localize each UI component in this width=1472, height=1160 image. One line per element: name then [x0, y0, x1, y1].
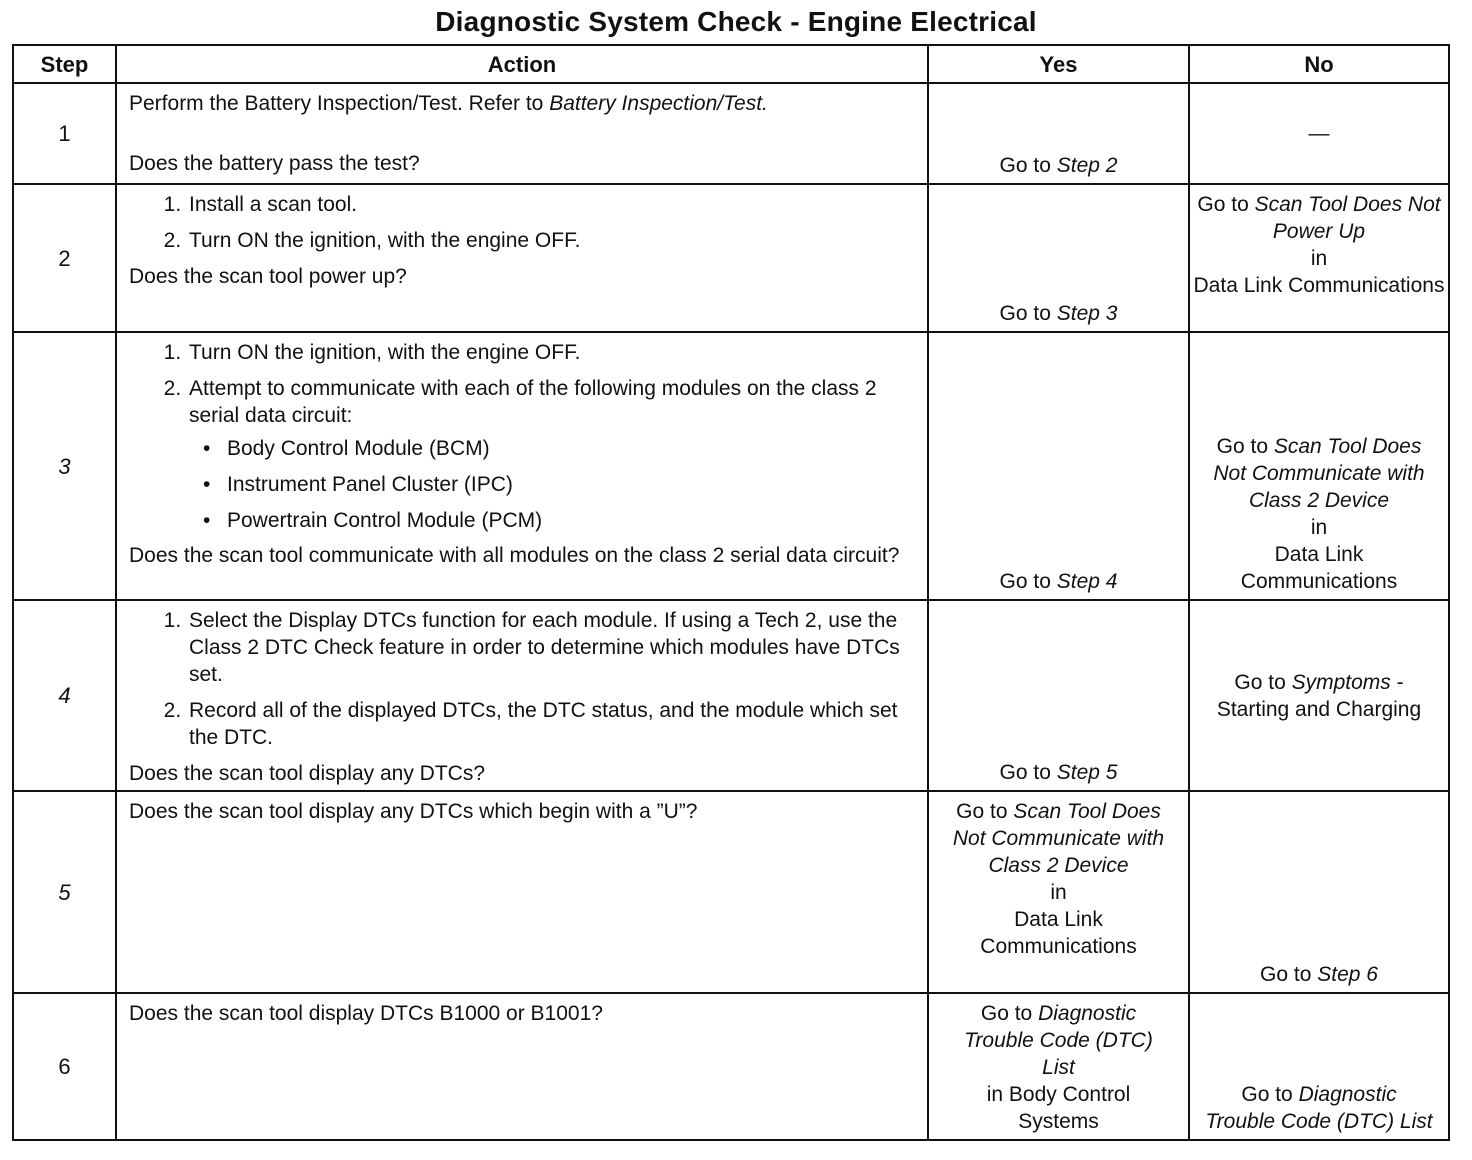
action-steps — [129, 607, 915, 751]
no-link: Step 6 — [1317, 963, 1378, 986]
question-text: Does the scan tool communicate with all modules on the class 2 serial data circuit? — [129, 544, 900, 567]
question-text: Does the scan tool power up? — [129, 265, 407, 288]
step-number: 5 — [13, 791, 116, 993]
yes-prefix: Go to — [980, 1002, 1039, 1025]
action-step: 1. Select the Display DTCs function for each module. If using a Tech 2, use the Class 2 DTC Check feature in order to determine which modules have DTCs set. — [187, 607, 915, 688]
no-link: Scan Tool Does Not Communicate with Class 2 Device — [1213, 435, 1425, 512]
yes-cell — [928, 791, 1189, 993]
table-row — [13, 184, 1449, 332]
yes-link: Step 3 — [1056, 302, 1118, 325]
yes-cell — [928, 993, 1189, 1140]
list-item: • Instrument Panel Cluster (IPC) — [225, 471, 915, 498]
yes-prefix: Go to — [999, 154, 1057, 177]
action-step: 2. Turn ON the ignition, with the engine OFF. — [187, 227, 915, 254]
yes-prefix: Go to — [956, 800, 1014, 823]
header-yes: Yes — [928, 45, 1189, 83]
action-cell — [116, 332, 928, 600]
yes-section: Data Link Communications — [980, 908, 1137, 958]
action-cell — [116, 600, 928, 791]
yes-link: Step 5 — [1056, 761, 1118, 784]
action-step: 2. Record all of the displayed DTCs, the DTC status, and the module which set the DTC. — [187, 697, 915, 751]
table-row — [13, 332, 1449, 600]
header-row — [13, 45, 1449, 83]
table-row — [13, 83, 1449, 184]
action-steps — [129, 191, 915, 254]
table-row — [13, 600, 1449, 791]
question-text: Does the scan tool display DTCs B1000 or B1001? — [129, 1002, 603, 1025]
yes-cell — [928, 184, 1189, 332]
action-step-text: Attempt to communicate with each of the following modules on the class 2 serial data circuit: — [189, 377, 877, 427]
question-text: Does the scan tool display any DTCs? — [129, 762, 486, 785]
step-number: 6 — [13, 993, 116, 1140]
no-prefix: Go to — [1260, 963, 1318, 986]
table-row — [13, 791, 1449, 993]
yes-prefix: Go to — [999, 761, 1057, 784]
yes-link: Diagnostic Trouble Code (DTC) List — [964, 1002, 1153, 1079]
yes-link: Step 2 — [1056, 154, 1118, 177]
yes-cell — [928, 600, 1189, 791]
page-title: Diagnostic System Check - Engine Electrical — [435, 6, 1037, 37]
step-number: 3 — [13, 332, 116, 600]
no-link: Diagnostic Trouble Code (DTC) List — [1205, 1083, 1433, 1133]
action-reference: Battery Inspection/Test. — [549, 92, 768, 115]
no-cell — [1189, 600, 1449, 791]
action-step: 1. Turn ON the ignition, with the engine OFF. — [187, 339, 915, 366]
no-cell — [1189, 993, 1449, 1140]
module-list — [189, 435, 915, 534]
no-prefix: Go to — [1197, 193, 1255, 216]
list-item: • Powertrain Control Module (PCM) — [225, 507, 915, 534]
question-text: Does the battery pass the test? — [129, 152, 420, 175]
action-cell — [116, 791, 928, 993]
no-link: Symptoms — [1291, 670, 1391, 694]
no-prefix: Go to — [1234, 670, 1292, 694]
no-in: in — [1310, 516, 1328, 539]
action-step — [187, 375, 915, 534]
header-no: No — [1189, 45, 1449, 83]
no-section: - Starting and Charging — [1216, 670, 1422, 721]
table-row — [13, 993, 1449, 1140]
action-step: 1. Install a scan tool. — [187, 191, 915, 218]
yes-cell — [928, 332, 1189, 600]
no-prefix: Go to — [1216, 435, 1274, 458]
action-cell — [116, 993, 928, 1140]
yes-section: in Body Control Systems — [986, 1083, 1131, 1133]
header-action: Action — [116, 45, 928, 83]
yes-cell — [928, 83, 1189, 184]
yes-prefix: Go to — [999, 302, 1057, 325]
list-item: • Body Control Module (BCM) — [225, 435, 915, 462]
no-link: Scan Tool Does Not Power Up — [1254, 193, 1441, 243]
yes-link: Step 4 — [1056, 570, 1118, 593]
action-cell — [116, 184, 928, 332]
action-cell — [116, 83, 928, 184]
question-text: Does the scan tool display any DTCs which begin with a ”U”? — [129, 800, 698, 823]
no-section: Data Link Communications — [1193, 274, 1445, 297]
step-number: 1 — [13, 83, 116, 184]
yes-link: Scan Tool Does Not Communicate with Class 2 Device — [952, 800, 1165, 877]
step-number: 2 — [13, 184, 116, 332]
no-value: — — [1308, 122, 1330, 145]
yes-in: in — [1050, 881, 1067, 904]
no-cell — [1189, 184, 1449, 332]
no-in: in — [1310, 247, 1328, 270]
step-number: 4 — [13, 600, 116, 791]
no-section: Data Link Communications — [1240, 543, 1398, 593]
action-steps — [129, 339, 915, 534]
diagnostic-table — [12, 44, 1450, 1141]
no-cell — [1189, 791, 1449, 993]
action-text: Perform the Battery Inspection/Test. Refer to — [129, 92, 550, 115]
no-cell — [1189, 83, 1449, 184]
no-cell — [1189, 332, 1449, 600]
yes-prefix: Go to — [999, 570, 1057, 593]
no-prefix: Go to — [1241, 1083, 1299, 1106]
header-step: Step — [13, 45, 116, 83]
